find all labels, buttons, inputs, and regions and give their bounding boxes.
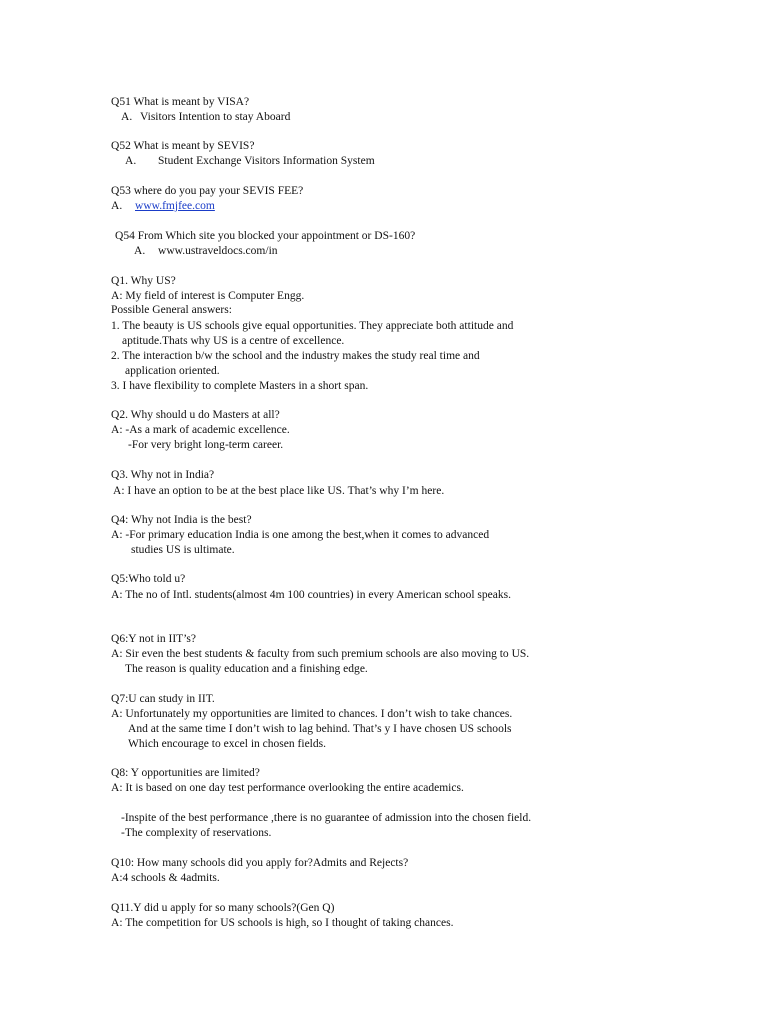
answer-continuation: Which encourage to excel in chosen fields.: [128, 736, 326, 750]
fmjfee-link[interactable]: www.fmjfee.com: [135, 198, 215, 212]
question-q52: Q52 What is meant by SEVIS?: [111, 138, 255, 152]
answer-continuation: -The complexity of reservations.: [121, 825, 272, 839]
question-q5: Q5:Who told u?: [111, 571, 186, 585]
answer-q52: Student Exchange Visitors Information System: [158, 153, 375, 167]
answer-marker: A.: [125, 153, 137, 167]
answer-q54: www.ustraveldocs.com/in: [158, 243, 278, 257]
answer-q11: A: The competition for US schools is high, so I thought of taking chances.: [111, 915, 454, 929]
question-q1: Q1. Why US?: [111, 273, 176, 287]
answer-marker: A.: [111, 198, 123, 212]
list-item-continuation: aptitude.Thats why US is a centre of excellence.: [122, 333, 345, 347]
answer-q4: A: -For primary education India is one among the best,when it comes to advanced: [111, 527, 490, 541]
answer-q7: A: Unfortunately my opportunities are limited to chances. I don’t wish to take chances.: [111, 706, 513, 720]
answer-q51: Visitors Intention to stay Aboard: [140, 109, 291, 123]
answer-continuation: -For very bright long-term career.: [128, 437, 284, 451]
answer-q3: A: I have an option to be at the best place like US. That’s why I’m here.: [113, 483, 445, 497]
question-q3: Q3. Why not in India?: [111, 467, 215, 481]
answer-marker: A.: [134, 243, 146, 257]
answer-continuation: -Inspite of the best performance ,there is no guarantee of admission into the chosen field.: [121, 810, 532, 824]
question-q4: Q4: Why not India is the best?: [111, 512, 252, 526]
answer-continuation: The reason is quality education and a finishing edge.: [125, 661, 368, 675]
text-line: Possible General answers:: [111, 302, 232, 316]
question-q7: Q7:U can study in IIT.: [111, 691, 215, 705]
answer-marker: A.: [121, 109, 133, 123]
question-q11: Q11.Y did u apply for so many schools?(Gen Q): [111, 900, 335, 914]
list-item: 3. I have flexibility to complete Masters in a short span.: [111, 378, 369, 392]
list-item: 1. The beauty is US schools give equal opportunities. They appreciate both attitude and: [111, 318, 514, 332]
list-item-continuation: application oriented.: [125, 363, 220, 377]
list-item: 2. The interaction b/w the school and the industry makes the study real time and: [111, 348, 480, 362]
question-q8: Q8: Y opportunities are limited?: [111, 765, 260, 779]
answer-q10: A:4 schools & 4admits.: [111, 870, 220, 884]
answer-q6: A: Sir even the best students & faculty from such premium schools are also moving to US.: [111, 646, 530, 660]
answer-q8: A: It is based on one day test performance overlooking the entire academics.: [111, 780, 464, 794]
answer-q5: A: The no of Intl. students(almost 4m 100 countries) in every American school speaks.: [111, 587, 512, 601]
question-q2: Q2. Why should u do Masters at all?: [111, 407, 280, 421]
question-q54: Q54 From Which site you blocked your appointment or DS-160?: [115, 228, 416, 242]
answer-q1: A: My field of interest is Computer Engg.: [111, 288, 305, 302]
question-q6: Q6:Y not in IIT’s?: [111, 631, 197, 645]
question-q10: Q10: How many schools did you apply for?Admits and Rejects?: [111, 855, 409, 869]
question-q53: Q53 where do you pay your SEVIS FEE?: [111, 183, 304, 197]
answer-q2: A: -As a mark of academic excellence.: [111, 422, 290, 436]
answer-continuation: And at the same time I don’t wish to lag behind. That’s y I have chosen US schools: [128, 721, 512, 735]
question-q51: Q51 What is meant by VISA?: [111, 94, 250, 108]
answer-continuation: studies US is ultimate.: [131, 542, 235, 556]
